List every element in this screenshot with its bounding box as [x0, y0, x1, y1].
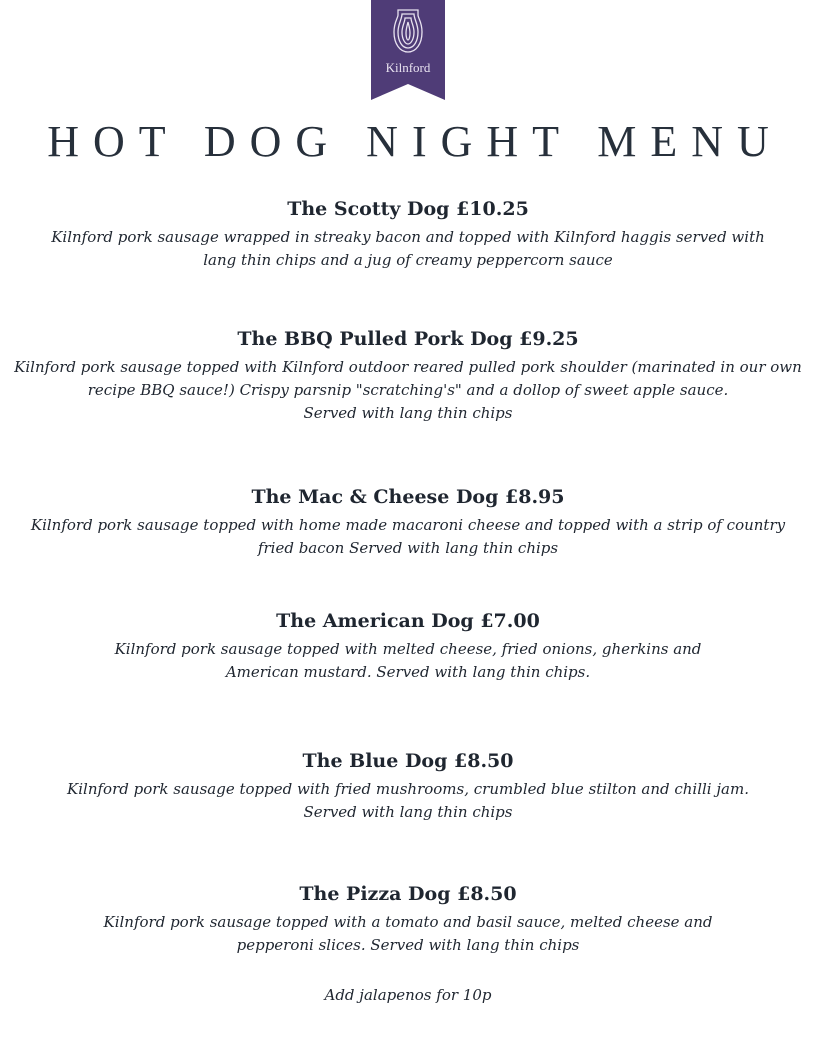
- description-line: Kilnford pork sausage topped with Kilnford outdoor reared pulled pork shoulder (marinated in our own: [14, 358, 802, 376]
- item-description: Kilnford pork sausage topped with home made macaroni cheese and topped with a strip of country fried bacon Served with lang thin chips: [30, 516, 786, 557]
- addon-note: Add jalapenos for 10p: [324, 986, 492, 1004]
- menu-item-pizza-dog: [0, 881, 816, 957]
- menu-item-blue-dog: [0, 748, 816, 824]
- item-description: [8, 356, 808, 425]
- item-description: Kilnford pork sausage topped with melted cheese, fried onions, gherkins and American mustard. Served with lang thin chips.: [114, 640, 702, 681]
- menu-item-mac-cheese-dog: [0, 484, 816, 560]
- item-name: The American Dog £7.00: [276, 610, 540, 632]
- description-line: Served with lang thin chips: [303, 803, 513, 821]
- page-title: HOT DOG NIGHT MENU: [47, 117, 783, 166]
- item-name: The Pizza Dog £8.50: [299, 883, 517, 905]
- description-line: Kilnford pork sausage topped with fried mushrooms, crumbled blue stilton and chilli jam.: [67, 780, 749, 798]
- item-name: The Scotty Dog £10.25: [287, 198, 529, 220]
- item-name: The Mac & Cheese Dog £8.95: [251, 486, 565, 508]
- banner-shape: [371, 0, 445, 100]
- description-line: recipe BBQ sauce!) Crispy parsnip "scratching's" and a dollop of sweet apple sauce.: [87, 381, 729, 399]
- menu-item-american-dog: [0, 608, 816, 684]
- logo-banner: [371, 0, 445, 100]
- item-name: The BBQ Pulled Pork Dog £9.25: [237, 328, 579, 350]
- menu-item-bbq-pulled-pork-dog: [0, 326, 816, 425]
- item-name: The Blue Dog £8.50: [302, 750, 514, 772]
- item-description: Kilnford pork sausage wrapped in streaky bacon and topped with Kilnford haggis served with lang thin chips and a jug of creamy peppercorn sauce: [51, 228, 765, 269]
- item-description: Kilnford pork sausage topped with a tomato and basil sauce, melted cheese and pepperoni slices. Served with lang thin chips: [103, 913, 713, 954]
- item-description: [28, 778, 788, 824]
- brand-name: Kilnford: [385, 60, 431, 75]
- description-line: Served with lang thin chips: [303, 404, 513, 422]
- menu-item-scotty-dog: [0, 196, 816, 272]
